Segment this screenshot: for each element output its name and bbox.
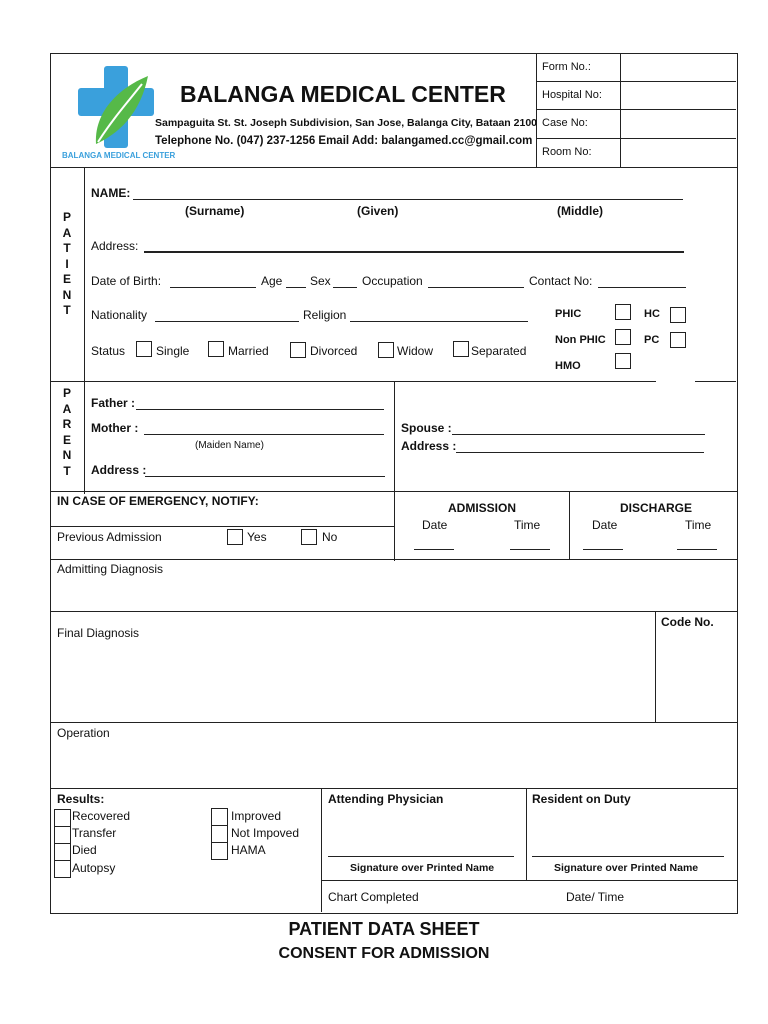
- id-row-line: [536, 138, 736, 139]
- dob-label: Date of Birth:: [91, 274, 162, 288]
- hospital-title: BALANGA MEDICAL CENTER: [180, 81, 506, 107]
- code-no-divider: [655, 611, 656, 722]
- header-divider: [50, 167, 737, 168]
- non-phic-checkbox[interactable]: [615, 329, 631, 345]
- result-died-label: Died: [72, 843, 97, 857]
- age-label: Age: [261, 274, 283, 288]
- previous-admission-yes-label: Yes: [247, 530, 267, 544]
- status-widow-label: Widow: [397, 344, 434, 358]
- result-hama-checkbox[interactable]: [211, 842, 228, 860]
- hc-checkbox[interactable]: [670, 307, 686, 323]
- non-phic-label: Non PHIC: [555, 334, 606, 346]
- dob-field[interactable]: [170, 287, 256, 288]
- results-label: Results:: [57, 792, 105, 806]
- previous-admission-no-checkbox[interactable]: [301, 529, 317, 545]
- discharge-title: DISCHARGE: [620, 501, 693, 515]
- admission-discharge-divider: [569, 491, 570, 560]
- code-no-label: Code No.: [661, 615, 714, 629]
- admitting-diagnosis-label: Admitting Diagnosis: [57, 562, 164, 576]
- discharge-date-field[interactable]: [583, 549, 623, 550]
- chart-completed-label: Chart Completed: [328, 890, 419, 904]
- id-box-value-divider: [620, 53, 621, 167]
- result-transfer-checkbox[interactable]: [54, 826, 71, 844]
- emergency-divider: [50, 526, 394, 527]
- footer-subtitle: CONSENT FOR ADMISSION: [278, 945, 490, 962]
- admission-title: ADMISSION: [448, 501, 517, 515]
- patient-side-letter: T: [63, 241, 71, 255]
- patient-side-letter: P: [62, 210, 71, 224]
- discharge-date-label: Date: [592, 518, 618, 532]
- emergency-top-line: [50, 491, 737, 492]
- status-married-label: Married: [228, 344, 269, 358]
- id-row-line: [536, 81, 736, 82]
- sex-field[interactable]: [333, 287, 357, 288]
- admission-time-label: Time: [514, 518, 541, 532]
- result-not-improved-label: Not Impoved: [231, 826, 300, 840]
- address-field[interactable]: [144, 251, 684, 253]
- age-field[interactable]: [286, 287, 306, 288]
- spouse-address-field[interactable]: [456, 452, 704, 453]
- maiden-name-caption: (Maiden Name): [195, 440, 264, 451]
- father-label: Father :: [91, 396, 136, 410]
- status-divorced-checkbox[interactable]: [290, 342, 306, 358]
- parent-address-label: Address :: [91, 463, 147, 477]
- hmo-checkbox[interactable]: [615, 353, 631, 369]
- sex-label: Sex: [310, 274, 331, 288]
- result-improved-label: Improved: [231, 809, 282, 823]
- religion-field[interactable]: [350, 321, 528, 322]
- discharge-time-label: Time: [685, 518, 712, 532]
- patient-side-label: [60, 210, 74, 319]
- chart-completed-top-line: [321, 880, 737, 881]
- status-married-checkbox[interactable]: [208, 341, 224, 357]
- result-autopsy-checkbox[interactable]: [54, 860, 71, 878]
- resident-on-duty-label: Resident on Duty: [532, 792, 631, 806]
- hospital-address: Sampaguita St. St. Joseph Subdivision, San Jose, Balanga City, Bataan 2100: [155, 117, 537, 129]
- patient-side-letter: E: [62, 272, 71, 286]
- emergency-label: IN CASE OF EMERGENCY, NOTIFY:: [57, 494, 259, 508]
- result-transfer-label: Transfer: [72, 826, 117, 840]
- middle-caption: (Middle): [557, 204, 603, 218]
- mother-field[interactable]: [144, 434, 384, 435]
- parent-side-letter: E: [62, 432, 71, 447]
- hospital-logo-icon: [76, 64, 156, 152]
- nationality-field[interactable]: [155, 321, 299, 322]
- spouse-address-label: Address :: [401, 439, 457, 453]
- status-separated-checkbox[interactable]: [453, 341, 469, 357]
- pc-checkbox[interactable]: [670, 332, 686, 348]
- status-separated-label: Separated: [471, 344, 527, 358]
- operation-label: Operation: [57, 726, 110, 740]
- hc-label: HC: [644, 308, 660, 320]
- date-time-label: Date/ Time: [566, 890, 625, 904]
- admission-date-field[interactable]: [414, 549, 454, 550]
- results-top-line: [50, 788, 737, 789]
- mother-label: Mother :: [91, 421, 139, 435]
- religion-label: Religion: [303, 308, 347, 322]
- spouse-divider: [394, 381, 395, 561]
- id-row-line: [536, 109, 736, 110]
- occupation-label: Occupation: [362, 274, 423, 288]
- result-hama-label: HAMA: [231, 843, 266, 857]
- admitting-diagnosis-top-line: [50, 559, 737, 560]
- resident-signature-field[interactable]: [532, 856, 724, 857]
- final-diagnosis-top-line: [50, 611, 737, 612]
- results-divider: [321, 788, 322, 912]
- patient-side-letter: T: [63, 303, 71, 317]
- hospital-contact: Telephone No. (047) 237-1256 Email Add: balangamed.cc@gmail.com: [155, 135, 533, 147]
- status-label: Status: [91, 344, 126, 358]
- attending-signature-caption: Signature over Printed Name: [350, 862, 495, 874]
- form-no-label: Form No.:: [542, 61, 591, 73]
- parent-side-letter: P: [62, 386, 71, 400]
- result-recovered-checkbox[interactable]: [54, 809, 71, 827]
- previous-admission-no-label: No: [322, 530, 338, 544]
- patient-section-divider-right: [695, 381, 736, 382]
- patient-side-letter: I: [65, 256, 69, 271]
- result-improved-checkbox[interactable]: [211, 808, 228, 826]
- final-diagnosis-label: Final Diagnosis: [57, 626, 140, 640]
- contact-field[interactable]: [598, 287, 686, 288]
- hospital-no-label: Hospital No:: [542, 89, 602, 101]
- id-box-divider: [536, 53, 537, 167]
- phic-label: PHIC: [555, 308, 582, 320]
- patient-side-divider: [84, 167, 85, 494]
- result-autopsy-label: Autopsy: [72, 861, 116, 875]
- previous-admission-label: Previous Admission: [57, 530, 162, 544]
- room-no-label: Room No:: [542, 146, 592, 158]
- name-field[interactable]: [133, 199, 683, 200]
- footer-title: PATIENT DATA SHEET: [288, 919, 480, 939]
- admission-time-field[interactable]: [510, 549, 550, 550]
- surname-caption: (Surname): [185, 204, 245, 218]
- status-divorced-label: Divorced: [310, 344, 358, 358]
- previous-admission-yes-checkbox[interactable]: [227, 529, 243, 545]
- status-single-label: Single: [156, 344, 190, 358]
- patient-section-divider: [50, 381, 656, 382]
- pc-label: PC: [644, 334, 660, 346]
- result-recovered-label: Recovered: [72, 809, 131, 823]
- result-died-checkbox[interactable]: [54, 843, 71, 861]
- given-caption: (Given): [357, 204, 399, 218]
- discharge-time-field[interactable]: [677, 549, 717, 550]
- parent-address-field[interactable]: [145, 476, 385, 477]
- operation-top-line: [50, 722, 737, 723]
- logo-caption: BALANGA MEDICAL CENTER: [62, 151, 176, 160]
- address-label: Address:: [91, 239, 139, 253]
- hmo-label: HMO: [555, 360, 581, 372]
- contact-label: Contact No:: [529, 274, 593, 288]
- father-field[interactable]: [136, 409, 384, 410]
- spouse-label: Spouse :: [401, 421, 452, 435]
- status-widow-checkbox[interactable]: [378, 342, 394, 358]
- parent-side-label: [60, 386, 74, 479]
- signatures-divider: [526, 788, 527, 881]
- attending-physician-label: Attending Physician: [328, 792, 444, 806]
- phic-checkbox[interactable]: [615, 304, 631, 320]
- spouse-field[interactable]: [452, 434, 705, 435]
- resident-signature-caption: Signature over Printed Name: [554, 862, 699, 874]
- case-no-label: Case No:: [542, 117, 588, 129]
- parent-side-letter: A: [62, 401, 72, 416]
- parent-side-letter: R: [62, 417, 72, 431]
- status-single-checkbox[interactable]: [136, 341, 152, 357]
- parent-side-letter: N: [62, 448, 72, 462]
- patient-side-letter: A: [62, 225, 72, 240]
- attending-signature-field[interactable]: [328, 856, 514, 857]
- parent-side-letter: T: [63, 463, 71, 478]
- occupation-field[interactable]: [428, 287, 524, 288]
- admission-date-label: Date: [422, 518, 448, 532]
- name-label: NAME:: [91, 186, 131, 200]
- nationality-label: Nationality: [91, 308, 148, 322]
- result-not-improved-checkbox[interactable]: [211, 825, 228, 843]
- patient-side-letter: N: [62, 287, 72, 302]
